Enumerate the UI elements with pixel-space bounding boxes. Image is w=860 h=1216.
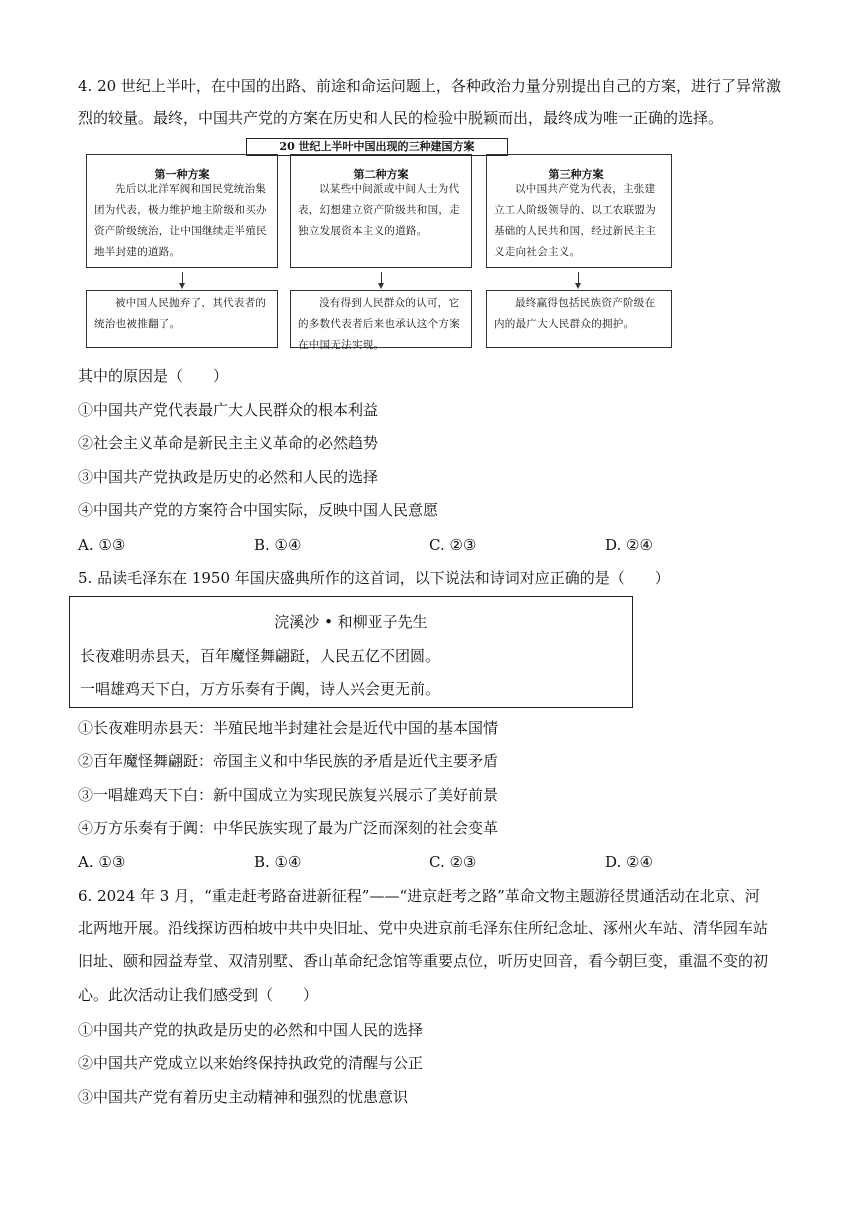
- plan-3-proposal: 以中国共产党为代表，主张建立工人阶级领导的、以工农联盟为基础的人民共和国，经过新民主主义走向社会主义。: [494, 183, 656, 258]
- q4-item-4: ④中国共产党的方案符合中国实际，反映中国人民意愿: [78, 501, 439, 519]
- plan-1-proposal: 先后以北洋军阀和国民党统治集团为代表，极力维护地主阶级和买办资产阶级统治，让中国继续走半殖民地半封建的道路。: [94, 183, 267, 258]
- q6-item-1: ①中国共产党的执政是历史的必然和中国人民的选择: [78, 1021, 424, 1039]
- q6-item-3: ③中国共产党有着历史主动精神和强烈的忧患意识: [78, 1088, 409, 1106]
- plan-3-heading: 第三种方案: [548, 168, 604, 181]
- plan-3-arrow-icon: [578, 272, 579, 284]
- q4-question: 其中的原因是（ ）: [78, 367, 229, 385]
- q6-item-2: ②中国共产党成立以来始终保持执政党的清醒与公正: [78, 1054, 424, 1072]
- q5-stem: 5. 品读毛泽东在 1950 年国庆盛典所作的这首词，以下说法和诗词对应正确的是（ ）: [78, 569, 670, 587]
- plan-2-heading: 第二种方案: [353, 168, 409, 181]
- q5-option-a[interactable]: A. ①③: [78, 853, 126, 871]
- q4-option-c[interactable]: C. ②③: [429, 536, 477, 554]
- plan-1-outcome-box: [86, 290, 278, 348]
- q6-stem-line4: 心。此次活动让我们感受到（ ）: [78, 986, 319, 1004]
- q6-stem-line2: 北两地开展。沿线探访西柏坡中共中央旧址、党中央进京前毛泽东住所纪念址、涿州火车站、清华园车站: [78, 919, 769, 937]
- q5-option-c[interactable]: C. ②③: [429, 853, 477, 871]
- plan-2-arrow-icon: [381, 272, 382, 284]
- q4-item-1: ①中国共产党代表最广大人民群众的根本利益: [78, 401, 379, 419]
- q4-item-3: ③中国共产党执政是历史的必然和人民的选择: [78, 468, 379, 486]
- founding-plans-diagram: [80, 138, 780, 350]
- q4-item-2: ②社会主义革命是新民主主义革命的必然趋势: [78, 434, 379, 452]
- q6-stem-line3: 旧址、颐和园益寿堂、双清别墅、香山革命纪念馆等重要点位，听历史回音，看今朝巨变，重温不变的初: [78, 952, 769, 970]
- plan-1-outcome: 被中国人民抛弃了，其代表者的统治也被推翻了。: [94, 297, 267, 330]
- plan-1-proposal-box: [86, 154, 278, 268]
- q4-option-b[interactable]: B. ①④: [254, 536, 302, 554]
- poem-title: 浣溪沙 • 和柳亚子先生: [274, 613, 428, 631]
- plan-2-proposal-box: [290, 154, 472, 268]
- plan-2-proposal: 以某些中间派或中间人士为代表，幻想建立资产阶级共和国，走独立发展资本主义的道路。: [298, 183, 460, 237]
- plan-3-outcome: 最终赢得包括民族资产阶级在内的最广大人民群众的拥护。: [494, 297, 656, 330]
- diagram-title: 20 世纪上半叶中国出现的三种建国方案: [246, 138, 508, 156]
- poem-box: [69, 596, 633, 708]
- plan-2-outcome-box: [290, 290, 472, 351]
- q4-stem-line2: 烈的较量。最终，中国共产党的方案在历史和人民的检验中脱颖而出，最终成为唯一正确的选择。: [78, 109, 724, 127]
- plan-1-arrow-icon: [182, 272, 183, 284]
- poem-line-1: 长夜难明赤县天，百年魔怪舞翩跹，人民五亿不团圆。: [80, 647, 441, 665]
- q4-stem-line1: 4. 20 世纪上半叶，在中国的出路、前途和命运问题上，各种政治力量分别提出自己的方案，进行了异常激: [78, 77, 781, 95]
- q5-item-3: ③一唱雄鸡天下白：新中国成立为实现民族复兴展示了美好前景: [78, 786, 499, 804]
- q4-option-a[interactable]: A. ①③: [78, 536, 126, 554]
- q5-option-b[interactable]: B. ①④: [254, 853, 302, 871]
- q4-option-d[interactable]: D. ②④: [605, 536, 653, 554]
- poem-line-2: 一唱雄鸡天下白，万方乐奏有于阗，诗人兴会更无前。: [80, 680, 441, 698]
- plan-3-outcome-box: [486, 290, 672, 348]
- q5-item-1: ①长夜难明赤县天：半殖民地半封建社会是近代中国的基本国情: [78, 719, 499, 737]
- q6-stem-line1: 6. 2024 年 3 月，“重走赶考路奋进新征程”——“进京赶考之路”革命文物主题游径贯通活动在北京、河: [78, 887, 760, 905]
- q5-item-2: ②百年魔怪舞翩跹：帝国主义和中华民族的矛盾是近代主要矛盾: [78, 752, 499, 770]
- plan-3-proposal-box: [486, 154, 672, 268]
- q5-item-4: ④万方乐奏有于阗：中华民族实现了最为广泛而深刻的社会变革: [78, 819, 499, 837]
- plan-2-outcome: 没有得到人民群众的认可，它的多数代表者后来也承认这个方案在中国无法实现。: [298, 297, 460, 351]
- plan-1-heading: 第一种方案: [154, 168, 210, 181]
- q5-option-d[interactable]: D. ②④: [605, 853, 653, 871]
